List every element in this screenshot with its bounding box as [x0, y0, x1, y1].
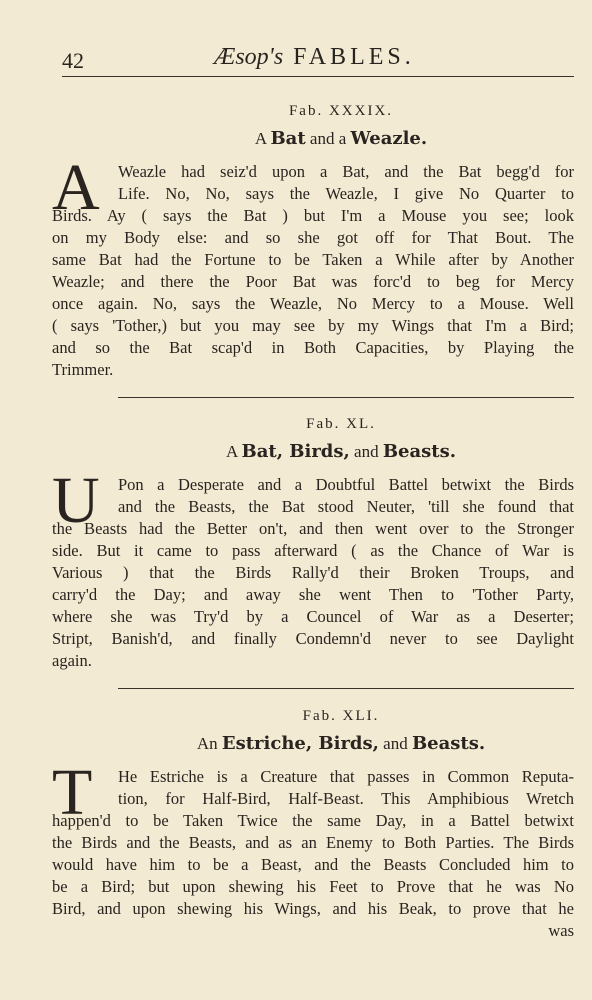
text-line: and the Beasts, the Bat stood Neuter, 'till she found that — [118, 497, 574, 516]
running-title — [214, 44, 415, 71]
catchword: was — [548, 921, 574, 940]
text-line: Trimmer. — [52, 360, 114, 379]
text-line: Stript, Banish'd, and finally Condemn'd never to see Daylight — [52, 629, 574, 648]
fable-39 — [52, 103, 574, 381]
page-number: 42 — [62, 48, 84, 73]
text-line: Bird, and upon shewing his Wings, and his Beak, to prove that he — [52, 899, 574, 918]
text-line: on my Body else: and so she got off for That Bout. The — [52, 228, 574, 247]
fable-title: A Bat, Birds, and Beasts. — [225, 441, 457, 462]
text-line: carry'd the Day; and away she went Then to 'Tother Party, — [52, 585, 574, 604]
text-line: Birds. Ay ( says the Bat ) but I'm a Mouse you see; look — [52, 206, 574, 225]
fable-label: Fab. XLI. — [302, 708, 380, 724]
text-line: ( says 'Tother,) but you may see by my Wings that I'm a Bird; — [52, 316, 574, 335]
fable-title: An Estriche, Birds, and Beasts. — [196, 733, 486, 754]
fable-text — [52, 464, 574, 672]
fable-40 — [52, 416, 574, 672]
text-line: side. But it came to pass afterward ( as the Chance of War is — [52, 541, 574, 560]
text-line: happen'd to be Taken Twice the same Day, in a Battel betwixt — [52, 811, 574, 830]
running-title-caps: FABLES. — [293, 44, 415, 70]
text-line: Various ) that the Birds Rally'd their Broken Troups, and — [52, 563, 574, 582]
drop-cap: U — [52, 464, 100, 537]
text-line: Weazle; and there the Poor Bat was forc'd to beg for Mercy — [52, 272, 574, 291]
text-line: He Estriche is a Creature that passes in Common Reputa- — [118, 767, 574, 786]
text-line: and so the Bat scap'd in Both Capacities, by Playing the — [52, 338, 574, 357]
fable-label: Fab. XL. — [306, 416, 376, 432]
drop-cap: T — [52, 756, 93, 829]
text-line: Life. No, No, says the Weazle, I give No Quarter to — [118, 184, 574, 203]
fable-title: A Bat and a Weazle. — [254, 128, 428, 149]
header-rule — [62, 76, 574, 77]
section-rule — [118, 688, 574, 689]
text-line: Weazle had seiz'd upon a Bat, and the Bat begg'd for — [118, 162, 574, 181]
text-line: the Beasts had the Better on't, and then went over to the Stronger — [52, 519, 574, 538]
text-line: once again. No, says the Weazle, No Mercy to a Mouse. Well — [52, 294, 574, 313]
running-title-italic: Æsop's — [214, 44, 284, 70]
fable-text — [52, 756, 574, 942]
fable-label: Fab. XXXIX. — [288, 103, 394, 119]
fable-41 — [52, 708, 574, 942]
text-line: be a Bird; but upon shewing his Feet to Prove that he was No — [52, 877, 574, 896]
text-line: Pon a Desperate and a Doubtful Battel betwixt the Birds — [118, 475, 574, 494]
fable-text — [52, 151, 574, 381]
text-line: would have him to be a Beast, and the Beasts Concluded him to — [52, 855, 574, 874]
drop-cap: A — [52, 151, 100, 224]
running-header — [62, 40, 582, 74]
text-line: same Bat had the Fortune to be Taken a While after by Another — [52, 250, 574, 269]
section-rule — [118, 397, 574, 398]
text-line: the Birds and the Beasts, and as an Enemy to Both Parties. The Birds — [52, 833, 574, 852]
text-line: again. — [52, 651, 92, 670]
text-line: tion, for Half-Bird, Half-Beast. This Amphibious Wretch — [118, 789, 574, 808]
text-line: where she was Try'd by a Councel of War as a Deserter; — [52, 607, 574, 626]
